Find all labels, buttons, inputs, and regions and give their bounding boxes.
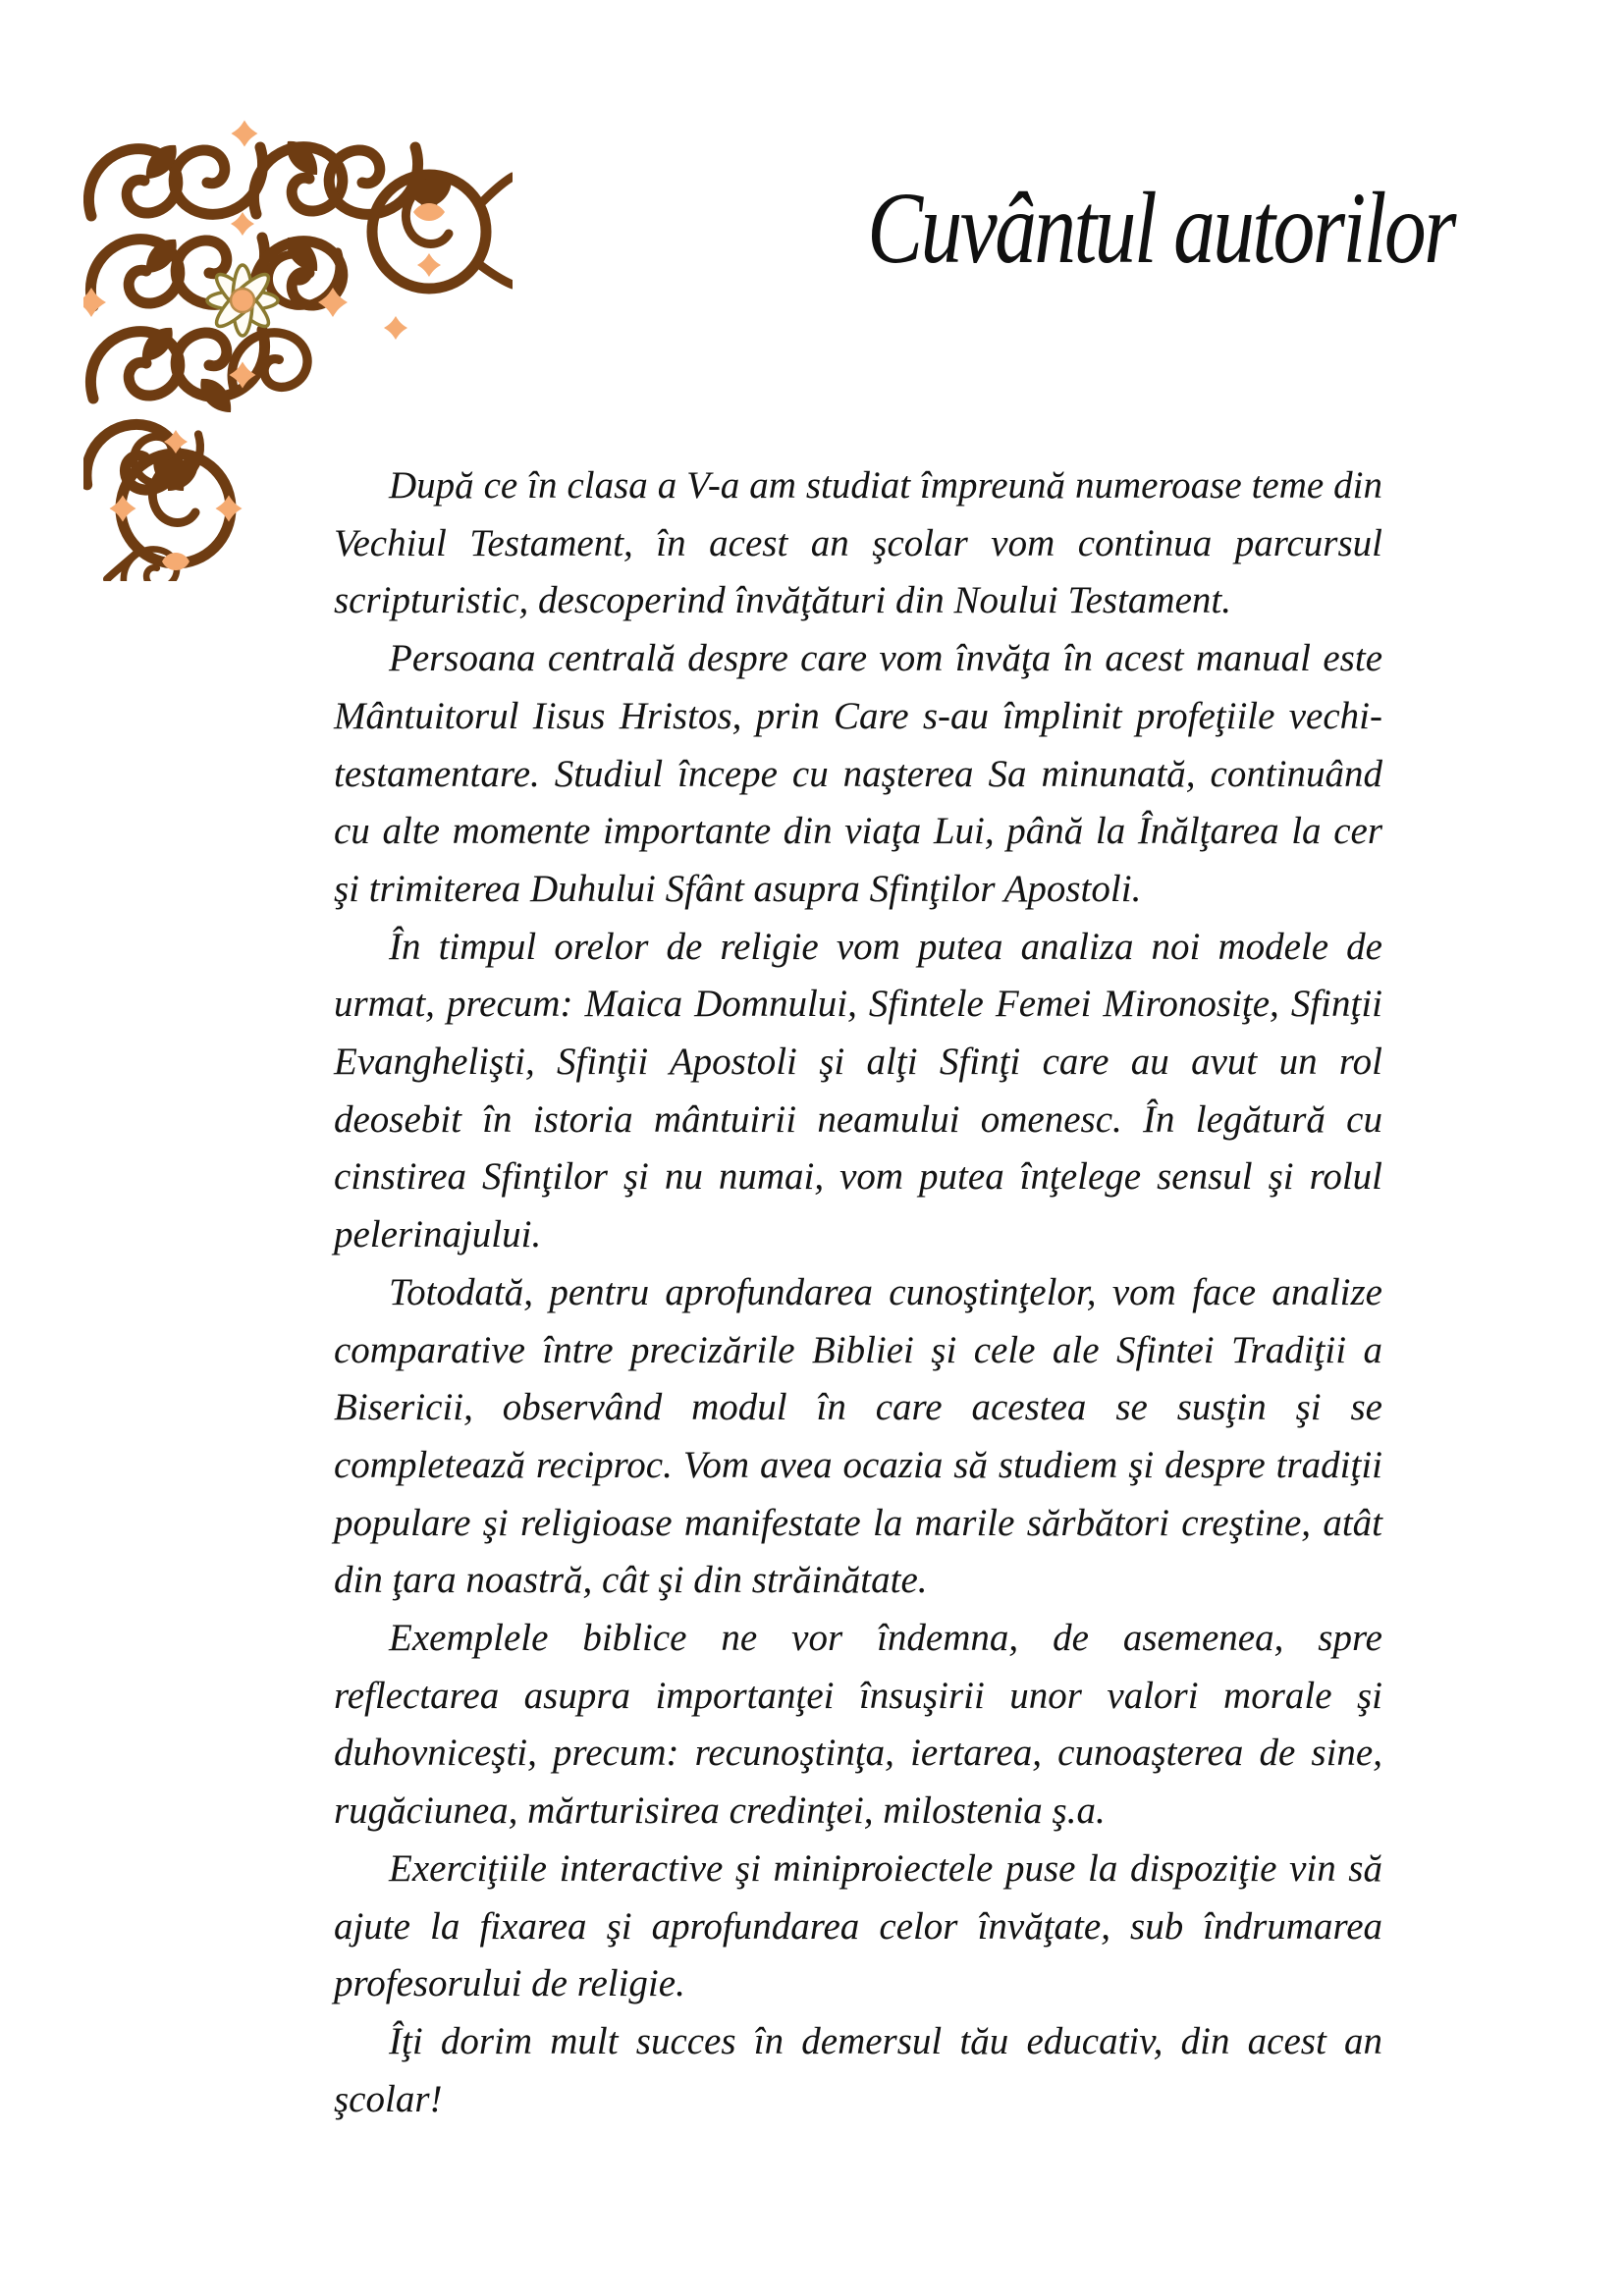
paragraph: Îţi dorim mult succes în demersul tău educativ, din acest an şcolar!: [334, 2019, 1382, 2120]
paragraph: După ce în clasa a V-a am studiat împreună numeroase teme din Vechiul Testament, în acest an şcolar vom continua parcursul scripturistic, descoperind învăţături din Noului Testament.: [334, 464, 1382, 622]
paragraph: Exemplele biblice ne vor îndemna, de asemenea, spre reflectarea asupra importanţei însuşirii unor valori morale şi duhovniceşti, precum: recunoştinţa, iertarea, cunoaşterea de sine, rugăciunea, mărturisirea credinţei, milostenia ş.a.: [334, 1617, 1382, 1833]
paragraph: În timpul orelor de religie vom putea analiza noi modele de urmat, precum: Maica Domnului, Sfintele Femei Mironosiţe, Sfinţii Evanghelişti, Sfinţii Apostoli şi alţi Sfinţi care au avut un rol deosebit în istoria mântuirii neamului omenesc. În legătură cu cinstirea Sfinţilor şi nu numai, vom putea înţelege sensul şi rolul pelerinajului.: [334, 925, 1382, 1256]
paragraph: Totodată, pentru aprofundarea cunoştinţelor, vom face analize comparative între precizările Bibliei şi cele ale Sfintei Tradiţii a Bisericii, observând modul în care acestea se susţin şi se completează reciproc. Vom avea ocazia să studiem şi despre tradiţii populare şi religioase manifestate la marile sărbători creştine, atât din ţara noastră, cât şi din străinătate.: [334, 1270, 1382, 1602]
paragraph: Persoana centrală despre care vom învăţa în acest manual este Mântuitorul Iisus Hristos, prin Care s-au împlinit profeţiile vechi-testamentare. Studiul începe cu naşterea Sa minunată, continuând cu alte momente importante din viaţa Lui, până la Înălţarea la cer şi trimiterea Duhului Sfânt asupra Sfinţilor Apostoli.: [334, 637, 1382, 910]
body-text: [334, 457, 1382, 2128]
paragraph: Exerciţiile interactive şi miniproiectele puse la dispoziţie vin să ajute la fixarea şi aprofundarea celor învăţate, sub îndrumarea profesorului de religie.: [334, 1846, 1382, 2005]
page-title: Cuvântul autorilor: [867, 172, 1454, 285]
